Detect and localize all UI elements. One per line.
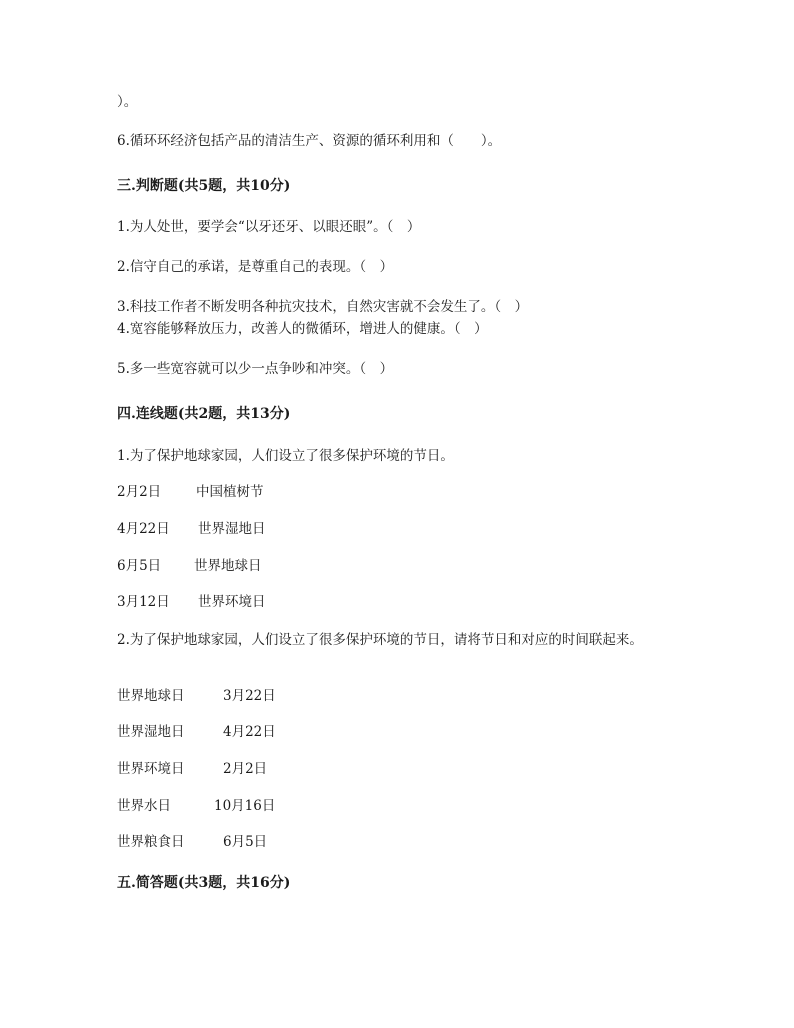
match1-row [117, 556, 262, 576]
section-heading-matching: 四.连线题(共2题，共13分) [117, 406, 291, 422]
section-heading-judgment: 三.判断题(共5题，共10分) [117, 178, 291, 194]
match2-date: 2月2日 [223, 761, 268, 777]
fragment-end: ）。 [117, 94, 138, 110]
matching-question-2: 2.为了保护地球家园，人们设立了很多保护环境的节日，请将节日和对应的时间联起来。 [117, 632, 643, 648]
judgment-question-5: 5.多一些宽容就可以少一点争吵和冲突。（ ） [117, 361, 394, 377]
match1-row [117, 482, 264, 502]
match1-date: 6月5日 [117, 558, 162, 574]
match2-row [117, 796, 275, 816]
match2-festival: 世界粮食日 [117, 834, 185, 850]
match1-date: 2月2日 [117, 484, 162, 500]
match1-row [117, 519, 266, 539]
match1-festival: 世界湿地日 [198, 521, 266, 537]
match2-row [117, 759, 267, 779]
match1-festival: 世界地球日 [194, 558, 262, 574]
match2-row [117, 722, 276, 742]
judgment-question-4: 4.宽容能够释放压力，改善人的微循环，增进人的健康。（ ） [117, 321, 488, 337]
match2-row [117, 832, 267, 852]
match1-date: 4月22日 [117, 521, 170, 537]
judgment-question-3: 3.科技工作者不断发明各种抗灾技术，自然灾害就不会发生了。（ ） [117, 299, 529, 315]
match1-festival: 中国植树节 [196, 484, 264, 500]
match2-date: 6月5日 [223, 834, 268, 850]
match2-festival: 世界环境日 [117, 761, 185, 777]
judgment-question-2: 2.信守自己的承诺，是尊重自己的表现。（ ） [117, 259, 394, 275]
matching-question-1: 1.为了保护地球家园，人们设立了很多保护环境的节日。 [117, 448, 454, 464]
match2-row [117, 686, 276, 706]
match1-row [117, 592, 266, 612]
match2-date: 4月22日 [223, 724, 276, 740]
match2-festival: 世界湿地日 [117, 724, 185, 740]
section-heading-short-answer: 五.简答题(共3题，共16分) [117, 875, 291, 891]
fill-blank-question-6: 6.循环环经济包括产品的清洁生产、资源的循环利用和（ ）。 [117, 133, 502, 149]
match1-date: 3月12日 [117, 594, 170, 610]
match2-date: 10月16日 [214, 798, 276, 814]
match1-festival: 世界环境日 [198, 594, 266, 610]
judgment-question-1: 1.为人处世，要学会“以牙还牙、以眼还眼”。（ ） [117, 219, 421, 235]
match2-festival: 世界水日 [117, 798, 171, 814]
match2-festival: 世界地球日 [117, 688, 185, 704]
match2-date: 3月22日 [223, 688, 276, 704]
